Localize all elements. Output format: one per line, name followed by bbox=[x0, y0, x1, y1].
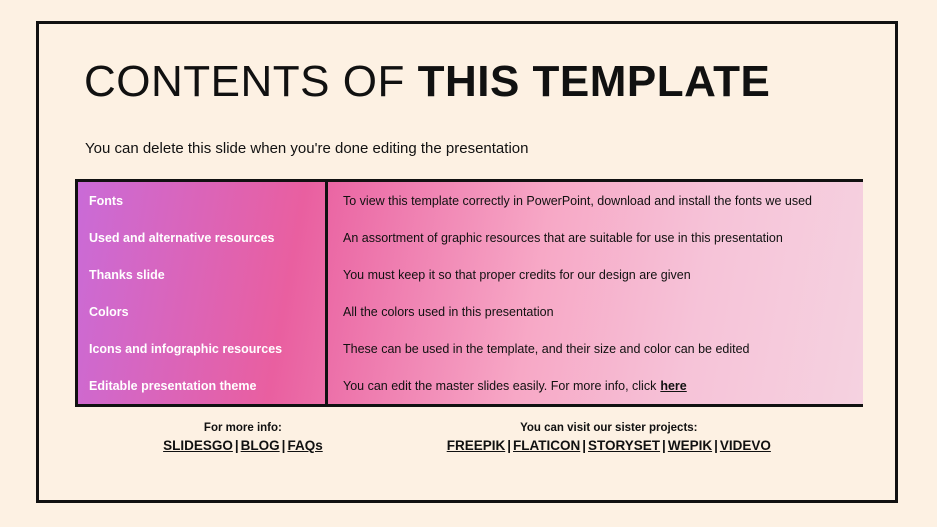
footer-more-info-links bbox=[163, 438, 323, 453]
table-row-description-text: You can edit the master slides easily. For more info, click bbox=[343, 378, 657, 393]
table-row-label: Used and alternative resources bbox=[75, 219, 325, 256]
footer-separator: | bbox=[234, 438, 239, 453]
footer-separator: | bbox=[714, 438, 718, 453]
footer-more-info bbox=[163, 422, 323, 453]
footer-sister-projects bbox=[447, 422, 771, 453]
page-subtitle: You can delete this slide when you're done editing the presentation bbox=[85, 140, 529, 157]
footer bbox=[39, 422, 895, 453]
table-row-description bbox=[325, 293, 863, 330]
table-row-label: Fonts bbox=[75, 182, 325, 219]
link-wepik[interactable]: WEPIK bbox=[667, 438, 713, 453]
footer-separator: | bbox=[507, 438, 511, 453]
table-row bbox=[75, 330, 863, 367]
table-row-description bbox=[325, 219, 863, 256]
table-row bbox=[75, 367, 863, 404]
table-row-label: Editable presentation theme bbox=[75, 367, 325, 404]
link-flaticon[interactable]: FLATICON bbox=[513, 438, 581, 453]
master-slides-link[interactable]: here bbox=[660, 378, 687, 393]
footer-sister-projects-links bbox=[447, 438, 771, 453]
table-row-label: Colors bbox=[75, 293, 325, 330]
table-row-description bbox=[325, 330, 863, 367]
link-freepik[interactable]: FREEPIK bbox=[446, 438, 506, 453]
table-row bbox=[75, 293, 863, 330]
table-row-description bbox=[325, 256, 863, 293]
footer-separator: | bbox=[281, 438, 286, 453]
table-row-label: Thanks slide bbox=[75, 256, 325, 293]
table-row-description-text: An assortment of graphic resources that are suitable for use in this presentation bbox=[343, 230, 783, 245]
table-row-description-text: To view this template correctly in PowerPoint, download and install the fonts we used bbox=[343, 193, 812, 208]
link-storyset[interactable]: STORYSET bbox=[588, 438, 661, 453]
footer-separator: | bbox=[582, 438, 587, 453]
contents-table bbox=[75, 179, 863, 407]
table-row bbox=[75, 219, 863, 256]
table-row-description-text: These can be used in the template, and their size and color can be edited bbox=[343, 341, 750, 356]
table-row-description-text: All the colors used in this presentation bbox=[343, 304, 554, 319]
table-row-description bbox=[325, 367, 863, 404]
link-blog[interactable]: BLOG bbox=[240, 438, 280, 453]
page-title bbox=[84, 57, 770, 107]
table-row bbox=[75, 182, 863, 219]
link-videvo[interactable]: VIDEVO bbox=[719, 438, 771, 453]
table-row-description-text: You must keep it so that proper credits for our design are given bbox=[343, 267, 691, 282]
table-row-description bbox=[325, 182, 863, 219]
footer-separator: | bbox=[662, 438, 666, 453]
footer-more-info-title: For more info: bbox=[203, 422, 282, 434]
link-faqs[interactable]: FAQs bbox=[287, 438, 323, 453]
page-title-bold: THIS TEMPLATE bbox=[417, 57, 771, 106]
footer-sister-projects-title: You can visit our sister projects: bbox=[520, 422, 698, 434]
page-title-light: CONTENTS OF bbox=[84, 57, 418, 106]
link-slidesgo[interactable]: SLIDESGO bbox=[163, 438, 233, 453]
table-row-label: Icons and infographic resources bbox=[75, 330, 325, 367]
slide-frame bbox=[36, 21, 898, 503]
table-row bbox=[75, 256, 863, 293]
